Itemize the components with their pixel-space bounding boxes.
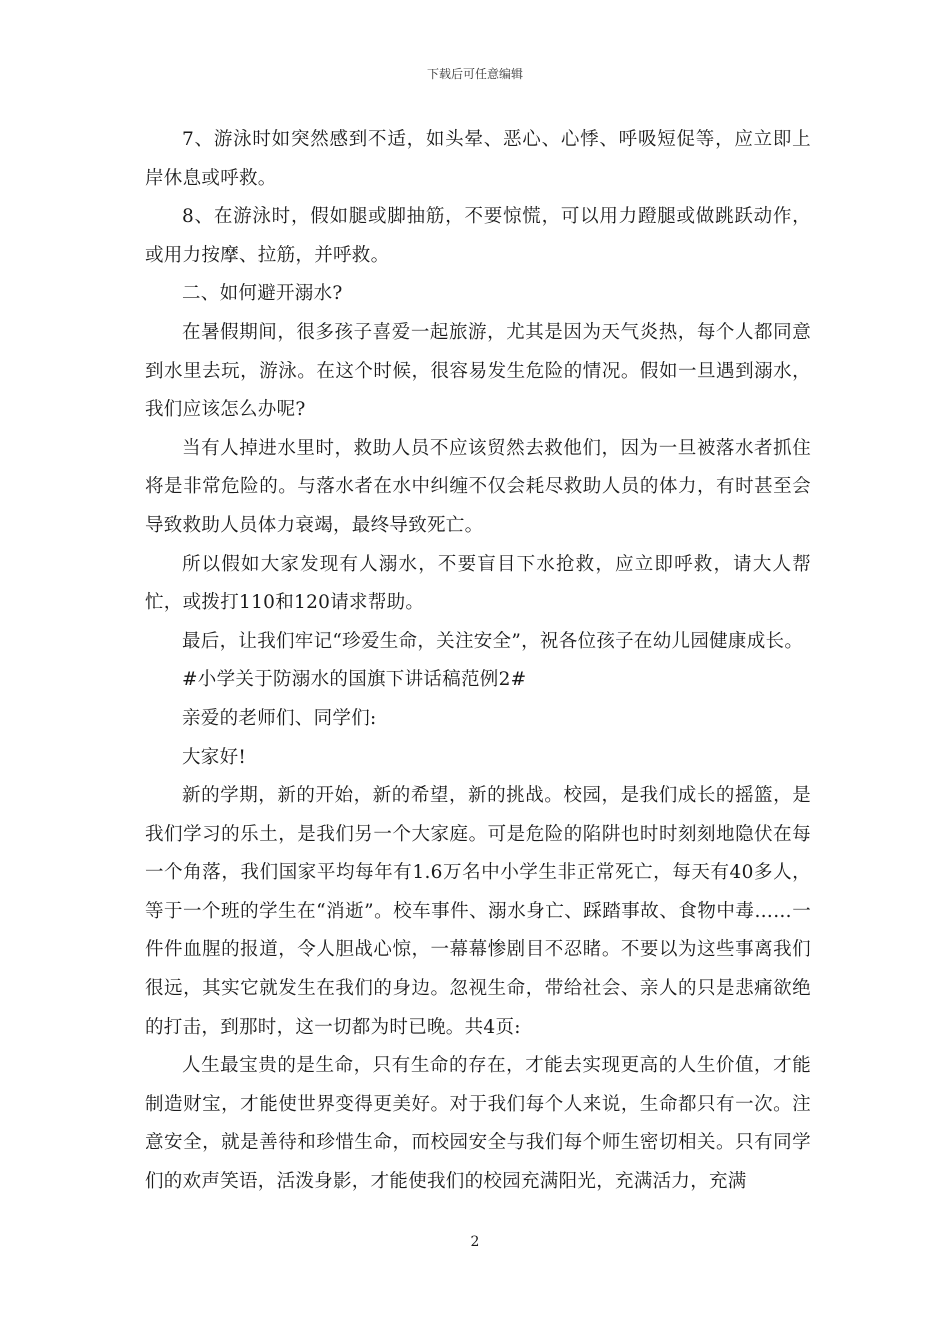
paragraph-closing: 最后，让我们牢记“珍爱生命，关注安全”，祝各位孩子在幼儿园健康成长。: [182, 630, 804, 652]
greeting: 大家好!: [182, 746, 247, 768]
page-header: 下载后可任意编辑: [426, 67, 523, 81]
paragraph-new-semester: 新的学期，新的开始，新的希望，新的挑战。校园，是我们成长的摇篮，是我们学习的乐土，是我们另一个大家庭。可是危险的陷阱也时时刻刻地隐伏在每一个角落，我们国家平均每年有1.6万名中小学生非正常死亡，每天有40多人，等于一个班的学生在“消逝”。校车事件、溺水身亡、踩踏事故、食物中毒……一件件血腥的报道，令人胆战心惊，一幕幕惨剧目不忍睹。不要以为这些事离我们很远，其实它就发生在我们的身边。忽视生命，带给社会、亲人的只是悲痛欲绝的打击，到那时，这一切都为时已晚。共4页:: [145, 785, 811, 1038]
speech-title: #小学关于防溺水的国旗下讲话稿范例2#: [182, 669, 527, 691]
section-heading-avoid-drowning: 二、如何避开溺水?: [182, 283, 343, 305]
paragraph-value-of-life: 人生最宝贵的是生命，只有生命的存在，才能去实现更高的人生价值，才能制造财宝，才能使世界变得更美好。对于我们每个人来说，生命都只有一次。注意安全，就是善待和珍惜生命，而校园安全与我们每个师生密切相关。只有同学们的欢声笑语，活泼身影，才能使我们的校园充满阳光，充满活力，充满: [145, 1055, 811, 1193]
paragraph-call-for-help: 所以假如大家发现有人溺水，不要盲目下水抢救，应立即呼救，请大人帮忙，或拨打110和120请求帮助。: [145, 553, 811, 614]
page-number: 2: [470, 1234, 480, 1250]
paragraph-rescue-danger: 当有人掉进水里时，救助人员不应该贸然去救他们，因为一旦被落水者抓住将是非常危险的。与落水者在水中纠缠不仅会耗尽救助人员的体力，有时甚至会导致救助人员体力衰竭，最终导致死亡。: [145, 437, 811, 536]
paragraph-summer-vacation: 在暑假期间，很多孩子喜爱一起旅游，尤其是因为天气炎热，每个人都同意到水里去玩，游泳。在这个时候，很容易发生危险的情况。假如一旦遇到溺水，我们应该怎么办呢?: [145, 321, 811, 421]
salutation: 亲爱的老师们、同学们:: [182, 707, 377, 729]
paragraph-cramp: 8、在游泳时，假如腿或脚抽筋，不要惊慌，可以用力蹬腿或做跳跃动作，或用力按摩、拉筋，并呼救。: [145, 206, 811, 266]
paragraph-swim-discomfort: 7、游泳时如突然感到不适，如头晕、恶心、心悸、呼吸短促等，应立即上岸休息或呼救。: [145, 129, 811, 189]
document-body: [145, 121, 811, 1202]
